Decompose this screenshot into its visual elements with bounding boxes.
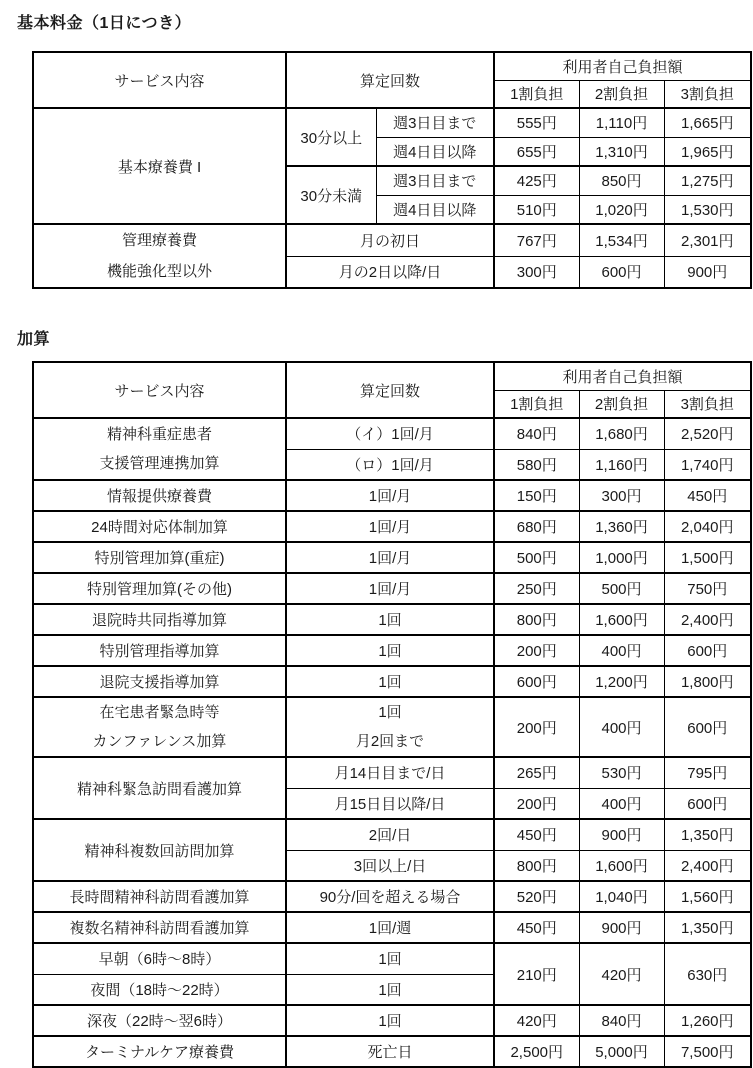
- price-cell-20: 1,200円: [579, 666, 664, 697]
- service-line-2: 支援管理連携加算: [99, 455, 220, 472]
- header-count: 算定回数: [286, 362, 494, 418]
- price-cell-20: 1,534円: [579, 224, 664, 256]
- price-cell-10: 840円: [494, 418, 579, 449]
- header-copay-20: 2割負担: [579, 80, 664, 108]
- price-cell-20: 1,600円: [579, 604, 664, 635]
- count-cell: 1回: [286, 604, 494, 635]
- service-cell: 特別管理加算(重症): [33, 542, 286, 573]
- price-cell-30: 600円: [664, 697, 751, 757]
- count-cell: 1回/月: [286, 542, 494, 573]
- service-line-1: 管理療養費: [121, 232, 197, 249]
- price-cell-10: 680円: [494, 511, 579, 542]
- price-cell-20: 400円: [579, 635, 664, 666]
- count-cell: 1回/月: [286, 480, 494, 511]
- price-cell-30: 750円: [664, 573, 751, 604]
- price-cell-10: 520円: [494, 881, 579, 912]
- count-line-2: 月2回まで: [355, 733, 425, 750]
- price-cell-10: 265円: [494, 757, 579, 788]
- price-cell-20: 1,110円: [579, 108, 664, 137]
- count-cell: 月14日目まで/日: [286, 757, 494, 788]
- header-count: 算定回数: [286, 52, 494, 108]
- timing-cell: 週3日目まで: [376, 108, 494, 137]
- service-cell: 長時間精神科訪問看護加算: [33, 881, 286, 912]
- count-cell: 1回: [286, 635, 494, 666]
- count-cell: 月15日目以降/日: [286, 788, 494, 819]
- service-cell: 複数名精神科訪問看護加算: [33, 912, 286, 943]
- header-copay-10: 1割負担: [494, 80, 579, 108]
- price-cell-30: 1,800円: [664, 666, 751, 697]
- price-cell-10: 800円: [494, 604, 579, 635]
- header-copay-20: 2割負担: [579, 390, 664, 418]
- price-cell-30: 1,530円: [664, 195, 751, 224]
- price-cell-20: 300円: [579, 480, 664, 511]
- timing-cell: 週3日目まで: [376, 166, 494, 195]
- service-cell: [33, 697, 286, 757]
- price-cell-10: 210円: [494, 943, 579, 1005]
- price-cell-10: 200円: [494, 788, 579, 819]
- price-cell-30: 1,665円: [664, 108, 751, 137]
- price-cell-20: 850円: [579, 166, 664, 195]
- count-cell: 1回/月: [286, 573, 494, 604]
- price-cell-10: 500円: [494, 542, 579, 573]
- count-cell: 1回: [286, 974, 494, 1005]
- price-cell-20: 1,310円: [579, 137, 664, 166]
- count-cell: 1回/月: [286, 511, 494, 542]
- count-cell: （ロ）1回/月: [286, 449, 494, 480]
- service-cell: 特別管理加算(その他): [33, 573, 286, 604]
- timing-cell: 月の2日以降/日: [286, 256, 494, 288]
- price-cell-30: 2,301円: [664, 224, 751, 256]
- count-cell: （イ）1回/月: [286, 418, 494, 449]
- count-cell: 1回/週: [286, 912, 494, 943]
- service-cell: 深夜（22時～翌6時）: [33, 1005, 286, 1036]
- price-cell-20: 600円: [579, 256, 664, 288]
- price-cell-30: 1,275円: [664, 166, 751, 195]
- price-cell-10: 600円: [494, 666, 579, 697]
- count-cell: 1回: [286, 1005, 494, 1036]
- price-cell-10: 2,500円: [494, 1036, 579, 1067]
- service-cell: 退院時共同指導加算: [33, 604, 286, 635]
- price-cell-10: 150円: [494, 480, 579, 511]
- service-cell: 精神科複数回訪問加算: [33, 819, 286, 881]
- count-cell: 3回以上/日: [286, 850, 494, 881]
- price-cell-20: 420円: [579, 943, 664, 1005]
- timing-cell: 週4日目以降: [376, 195, 494, 224]
- price-cell-30: 2,520円: [664, 418, 751, 449]
- count-line-1: 1回: [378, 704, 402, 721]
- price-cell-10: 450円: [494, 819, 579, 850]
- header-copay-10: 1割負担: [494, 390, 579, 418]
- timing-cell: 月の初日: [286, 224, 494, 256]
- count-cell: 1回: [286, 943, 494, 974]
- duration-cell: 30分未満: [286, 166, 376, 224]
- price-cell-10: 250円: [494, 573, 579, 604]
- header-copay-30: 3割負担: [664, 80, 751, 108]
- price-cell-20: 900円: [579, 912, 664, 943]
- service-cell: [33, 418, 286, 480]
- service-line-1: 在宅患者緊急時等: [99, 704, 220, 721]
- price-cell-30: 1,260円: [664, 1005, 751, 1036]
- price-cell-20: 1,020円: [579, 195, 664, 224]
- header-copay-30: 3割負担: [664, 390, 751, 418]
- basic-fee-section-title: 基本料金（1日につき）: [17, 15, 192, 32]
- header-copay: 利用者自己負担額: [494, 52, 751, 80]
- price-cell-10: 767円: [494, 224, 579, 256]
- service-cell: 24時間対応体制加算: [33, 511, 286, 542]
- price-cell-20: 1,000円: [579, 542, 664, 573]
- count-cell: 2回/日: [286, 819, 494, 850]
- price-cell-10: 555円: [494, 108, 579, 137]
- count-cell: [286, 697, 494, 757]
- service-cell: 特別管理指導加算: [33, 635, 286, 666]
- price-cell-20: 1,680円: [579, 418, 664, 449]
- service-cell: 基本療養費 I: [33, 108, 286, 224]
- price-cell-30: 630円: [664, 943, 751, 1005]
- price-cell-30: 1,965円: [664, 137, 751, 166]
- service-cell: 精神科緊急訪問看護加算: [33, 757, 286, 819]
- timing-cell: 週4日目以降: [376, 137, 494, 166]
- count-cell: 1回: [286, 666, 494, 697]
- price-cell-30: 1,500円: [664, 542, 751, 573]
- price-cell-20: 400円: [579, 697, 664, 757]
- kasan-section-title: 加算: [17, 331, 51, 348]
- service-line-1: 精神科重症患者: [106, 426, 212, 443]
- service-cell: [33, 224, 286, 288]
- price-cell-10: 420円: [494, 1005, 579, 1036]
- price-cell-10: 300円: [494, 256, 579, 288]
- price-cell-10: 200円: [494, 635, 579, 666]
- price-cell-30: 900円: [664, 256, 751, 288]
- price-cell-30: 2,400円: [664, 604, 751, 635]
- count-cell: 90分/回を超える場合: [286, 881, 494, 912]
- price-cell-20: 1,160円: [579, 449, 664, 480]
- header-copay: 利用者自己負担額: [494, 362, 751, 390]
- price-cell-30: 1,740円: [664, 449, 751, 480]
- price-cell-10: 450円: [494, 912, 579, 943]
- service-cell: ターミナルケア療養費: [33, 1036, 286, 1067]
- price-cell-10: 580円: [494, 449, 579, 480]
- service-line-2: 機能強化型以外: [106, 263, 212, 280]
- price-cell-30: 795円: [664, 757, 751, 788]
- price-cell-20: 5,000円: [579, 1036, 664, 1067]
- service-cell: 夜間（18時～22時）: [33, 974, 286, 1005]
- price-cell-20: 1,040円: [579, 881, 664, 912]
- price-cell-30: 1,350円: [664, 819, 751, 850]
- service-cell: 退院支援指導加算: [33, 666, 286, 697]
- price-cell-30: 7,500円: [664, 1036, 751, 1067]
- price-cell-20: 530円: [579, 757, 664, 788]
- price-cell-10: 800円: [494, 850, 579, 881]
- header-service: サービス内容: [33, 362, 286, 418]
- price-cell-30: 2,040円: [664, 511, 751, 542]
- price-cell-20: 400円: [579, 788, 664, 819]
- price-cell-20: 900円: [579, 819, 664, 850]
- kasan-table: [32, 361, 752, 1068]
- price-cell-10: 425円: [494, 166, 579, 195]
- price-cell-30: 2,400円: [664, 850, 751, 881]
- price-cell-10: 510円: [494, 195, 579, 224]
- duration-cell: 30分以上: [286, 108, 376, 166]
- price-cell-30: 450円: [664, 480, 751, 511]
- count-cell: 死亡日: [286, 1036, 494, 1067]
- price-cell-20: 1,360円: [579, 511, 664, 542]
- service-line-2: カンファレンス加算: [92, 733, 227, 750]
- price-cell-30: 1,350円: [664, 912, 751, 943]
- service-cell: 早朝（6時～8時）: [33, 943, 286, 974]
- basic-fee-table: [32, 51, 752, 289]
- price-cell-10: 655円: [494, 137, 579, 166]
- price-cell-30: 600円: [664, 635, 751, 666]
- service-cell: 情報提供療養費: [33, 480, 286, 511]
- price-cell-30: 1,560円: [664, 881, 751, 912]
- header-service: サービス内容: [33, 52, 286, 108]
- price-cell-30: 600円: [664, 788, 751, 819]
- price-cell-20: 500円: [579, 573, 664, 604]
- price-cell-20: 1,600円: [579, 850, 664, 881]
- price-cell-10: 200円: [494, 697, 579, 757]
- price-cell-20: 840円: [579, 1005, 664, 1036]
